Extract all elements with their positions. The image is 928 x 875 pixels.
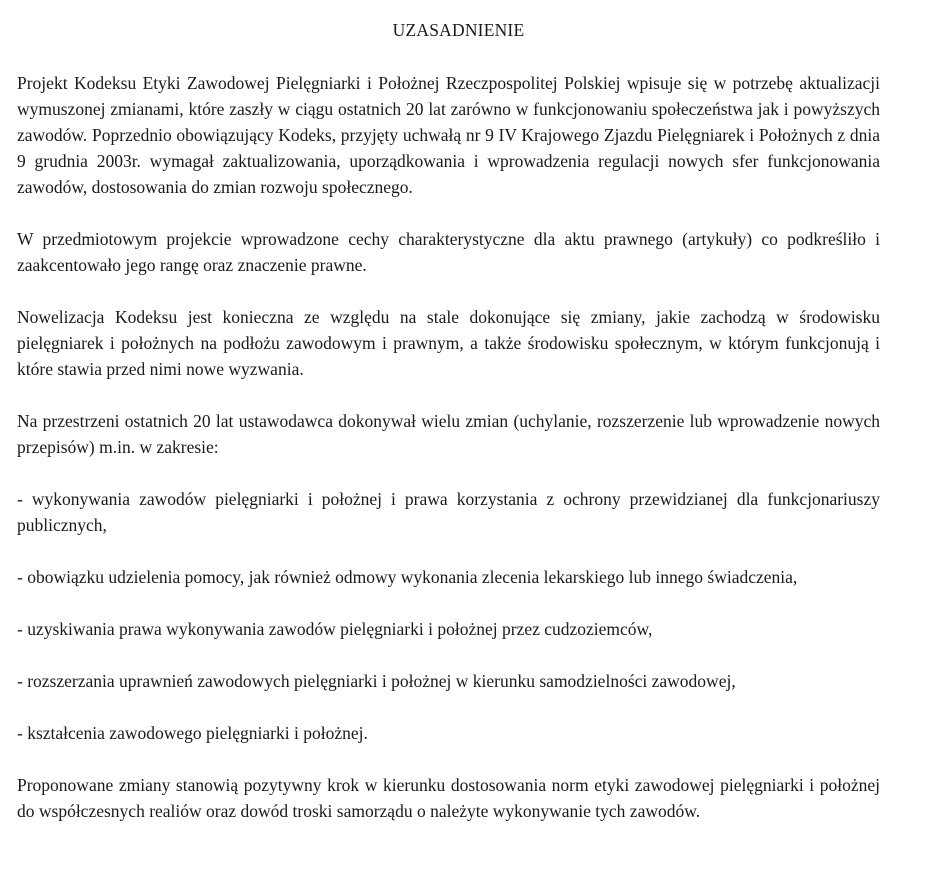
paragraph-features: W przedmiotowym projekcie wprowadzone cechy charakterystyczne dla aktu prawnego (artykuły) co podkreśliło i zaakcentowało jego rangę oraz znaczenie prawne.: [17, 229, 880, 275]
list-item: - wykonywania zawodów pielęgniarki i położnej i prawa korzystania z ochrony przewidzianej dla funkcjonariuszy publicznych,: [17, 489, 880, 535]
paragraph-intro: Projekt Kodeksu Etyki Zawodowej Pielęgniarki i Położnej Rzeczpospolitej Polskiej wpisuje się w potrzebę aktualizacji wymuszonej zmianami, które zaszły w ciągu ostatnich 20 lat zarówno w funkcjonowaniu społeczeństwa jak i powyższych zawodów. Poprzednio obowiązujący Kodeks, przyjęty uchwałą nr 9 IV Krajowego Zjazdu Pielęgniarek i Położnych z dnia 9 grudnia 2003r. wymagał zaktualizowania, uporządkowania i wprowadzenia regulacji nowych sfer funkcjonowania zawodów, dostosowania do zmian rozwoju społecznego.: [17, 73, 880, 197]
list-item: - kształcenia zawodowego pielęgniarki i położnej.: [17, 723, 368, 743]
document-title: UZASADNIENIE: [392, 20, 525, 40]
list-item: - obowiązku udzielenia pomocy, jak również odmowy wykonania zlecenia lekarskiego lub innego świadczenia,: [17, 567, 798, 587]
paragraph-closing: Proponowane zmiany stanowią pozytywny krok w kierunku dostosowania norm etyki zawodowej pielęgniarki i położnej do współczesnych realiów oraz dowód troski samorządu o należyte wykonywanie tych zawodów.: [17, 775, 880, 821]
paragraph-amendment: Nowelizacja Kodeksu jest konieczna ze względu na stale dokonujące się zmiany, jakie zachodzą w środowisku pielęgniarek i położnych na podłożu zawodowym i prawnym, a także środowisku społecznym, w którym funkcjonują i które stawia przed nimi nowe wyzwania.: [17, 307, 880, 379]
paragraph-legislative-changes: Na przestrzeni ostatnich 20 lat ustawodawca dokonywał wielu zmian (uchylanie, rozszerzenie lub wprowadzenie nowych przepisów) m.in. w zakresie:: [17, 411, 880, 457]
list-item: - uzyskiwania prawa wykonywania zawodów pielęgniarki i położnej przez cudzoziemców,: [17, 619, 653, 639]
list-item: - rozszerzania uprawnień zawodowych pielęgniarki i położnej w kierunku samodzielności zawodowej,: [17, 671, 736, 691]
